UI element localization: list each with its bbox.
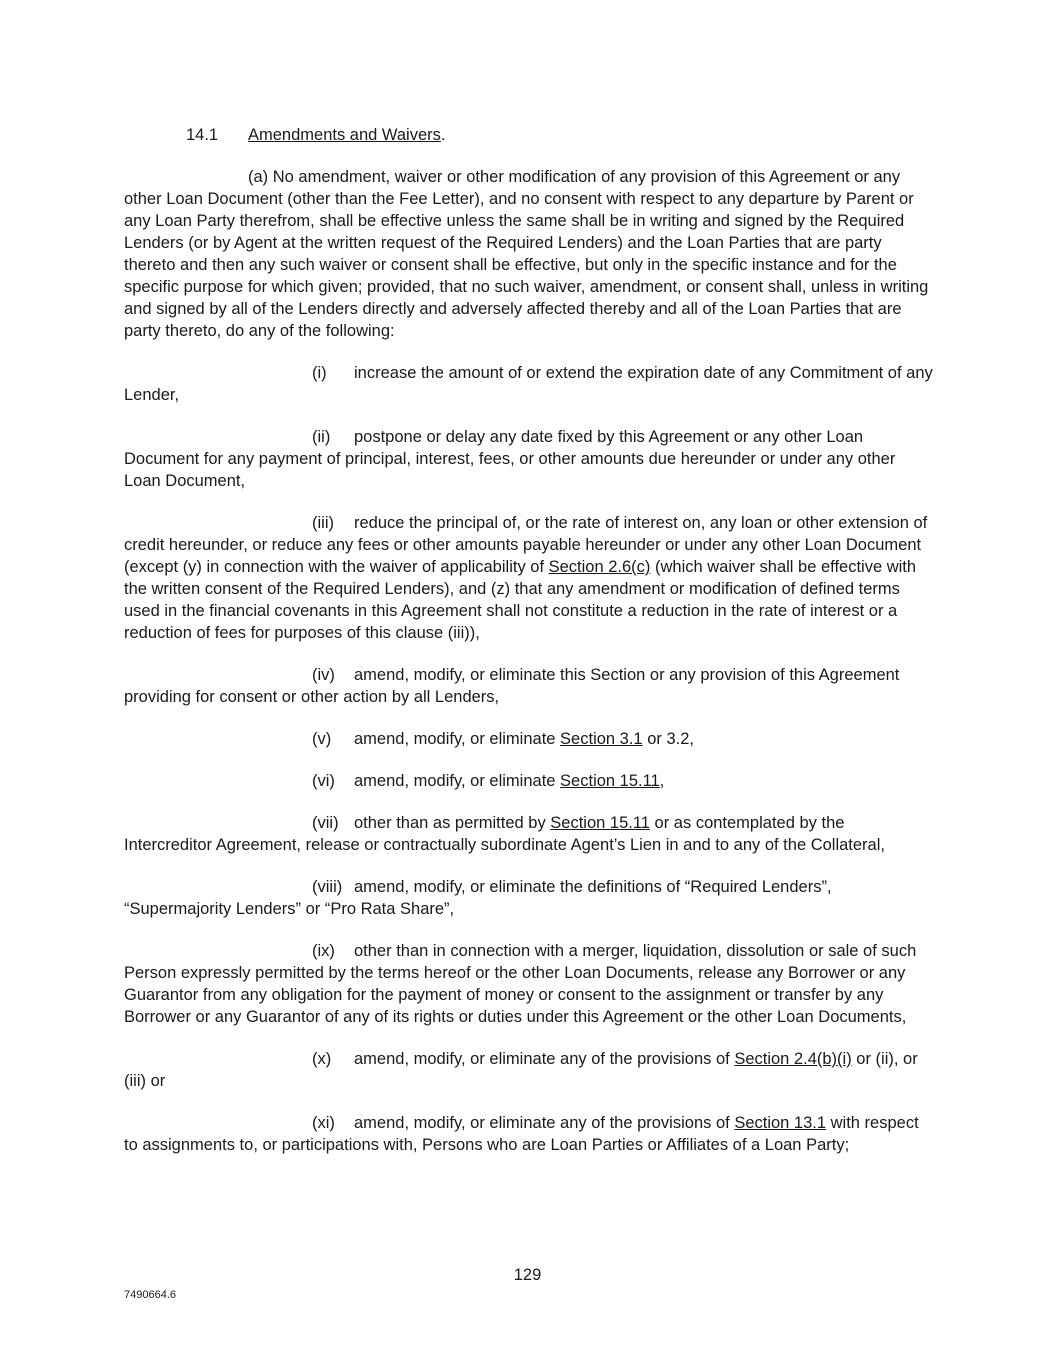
clause-text-continued: (which waiver shall be effective with the written consent of the Required Lenders), and (z) that any amendment or modification of defined terms used in the financial covenants in this Agreement shall not constitute a reduction in the rate of interest or a reduction of fees for purposes of this clause (iii)), (124, 558, 917, 642)
section-reference: Section 2.4(b)(i) (734, 1050, 852, 1068)
clause-iv (124, 664, 934, 708)
document-body (124, 124, 934, 1176)
clause-text-continued: or 3.2, (642, 730, 694, 748)
clause-label: (viii) (312, 878, 343, 896)
section-reference: Section 15.11 (550, 814, 650, 832)
clause-text: amend, modify, or eliminate the definitions of “Required Lenders”, “Supermajority Lenders” or “Pro Rata Share”, (124, 878, 832, 918)
clause-ii (124, 426, 934, 492)
clause-viii (124, 876, 934, 920)
clause-x (124, 1048, 934, 1092)
clause-label: (ix) (312, 942, 335, 960)
clause-label: (v) (312, 730, 332, 748)
clause-label: (xi) (312, 1114, 335, 1132)
page-number: 129 (513, 1266, 542, 1284)
clause-text: amend, modify, or eliminate any of the provisions of (354, 1050, 735, 1068)
clause-text: amend, modify, or eliminate (354, 730, 561, 748)
clause-text: other than as permitted by (354, 814, 551, 832)
clause-i (124, 362, 934, 406)
section-title: Amendments and Waivers (248, 126, 441, 144)
section-heading (186, 124, 934, 146)
clause-text-continued: or as contemplated by the Intercreditor Agreement, release or contractually subordinate Agent’s Lien in and to any of the Collateral, (124, 814, 885, 854)
clause-ix (124, 940, 934, 1028)
clause-label: (vii) (312, 814, 339, 832)
clause-text-continued: , (659, 772, 665, 790)
clause-text-continued: or (ii), or (iii) or (124, 1050, 918, 1090)
clause-text: reduce the principal of, or the rate of interest on, any loan or other extension of credit hereunder, or reduce any fees or other amounts payable hereunder or under any other Loan Document (except (y) in connection with the waiver of applicability of (124, 514, 928, 576)
section-number: 14.1 (186, 126, 219, 144)
clause-text: postpone or delay any date fixed by this Agreement or any other Loan Document for any payment of principal, interest, fees, or other amounts due hereunder or under any other Loan Document, (124, 428, 896, 490)
clause-text: amend, modify, or eliminate any of the provisions of (354, 1114, 735, 1132)
document-id: 7490664.6 (124, 1289, 176, 1301)
clause-label: (vi) (312, 772, 335, 790)
clause-text: amend, modify, or eliminate this Section or any provision of this Agreement providing for consent or other action by all Lenders, (124, 666, 900, 706)
clause-iii (124, 512, 934, 644)
clause-text-continued: with respect to assignments to, or participations with, Persons who are Loan Parties or Affiliates of a Loan Party; (124, 1114, 919, 1154)
clause-text: increase the amount of or extend the expiration date of any Commitment of any Lender, (124, 364, 933, 404)
section-reference: Section 13.1 (734, 1114, 827, 1132)
section-reference: Section 2.6(c) (548, 558, 651, 576)
clause-label: (iv) (312, 666, 335, 684)
clause-text: amend, modify, or eliminate (354, 772, 561, 790)
clause-label: (i) (312, 364, 327, 382)
section-reference: Section 15.11 (560, 772, 660, 790)
clause-xi (124, 1112, 934, 1156)
clause-text: other than in connection with a merger, liquidation, dissolution or sale of such Person expressly permitted by the terms hereof or the other Loan Documents, release any Borrower or any Guarantor from any obligation for the payment of money or consent to the assignment or transfer by any Borrower or any Guarantor of any of its rights or duties under this Agreement or the other Loan Documents, (124, 942, 917, 1026)
section-reference: Section 3.1 (560, 730, 643, 748)
clause-v (124, 728, 934, 750)
clause-vi (124, 770, 934, 792)
intro-paragraph: (a) No amendment, waiver or other modification of any provision of this Agreement or any other Loan Document (other than the Fee Letter), and no consent with respect to any departure by Parent or any Loan Party therefrom, shall be effective unless the same shall be in writing and signed by the Required Lenders (or by Agent at the written request of the Required Lenders) and the Loan Parties that are party thereto and then any such waiver or consent shall be effective, but only in the specific instance and for the specific purpose for which given; provided, that no such waiver, amendment, or consent shall, unless in writing and signed by all of the Lenders directly and adversely affected thereby and all of the Loan Parties that are party thereto, do any of the following: (124, 168, 929, 340)
section-title-suffix: . (440, 126, 446, 144)
clause-label: (ii) (312, 428, 331, 446)
clause-label: (iii) (312, 514, 334, 532)
clause-label: (x) (312, 1050, 332, 1068)
clause-vii (124, 812, 934, 856)
